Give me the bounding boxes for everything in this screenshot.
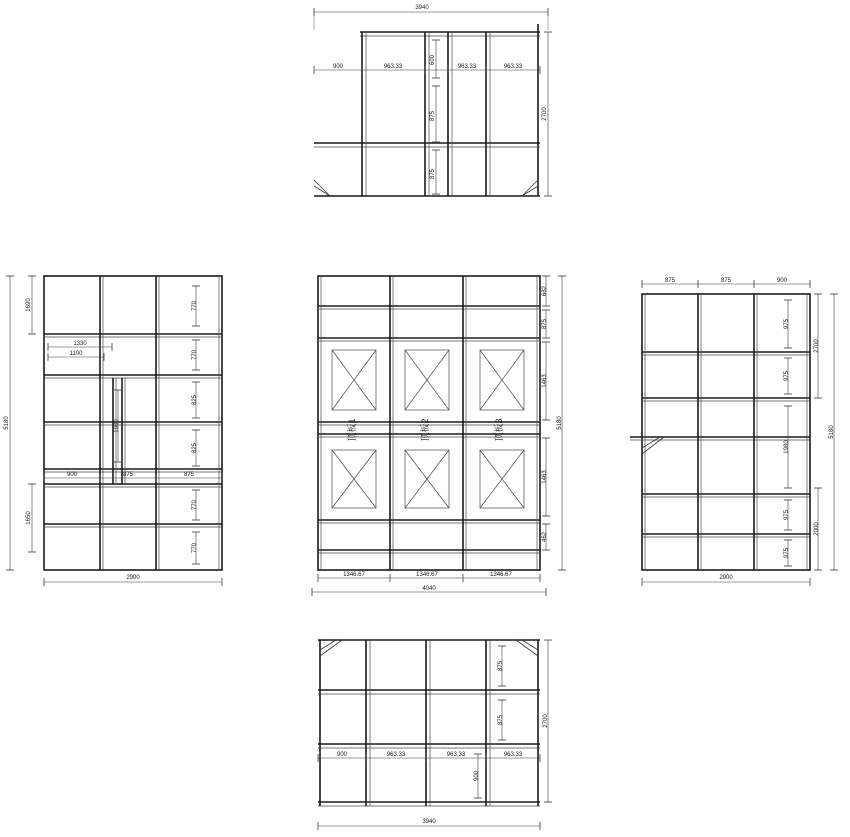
dim-label: 600 xyxy=(430,54,436,66)
front-elev-bracing-lower xyxy=(332,450,524,508)
panel-label-1: 顶板1 xyxy=(347,418,357,442)
right-elev-right-dims xyxy=(784,300,792,566)
top-plan-vertical-dims xyxy=(430,40,440,194)
right-elev-top-dims xyxy=(642,278,810,288)
dim-label: 1330 xyxy=(73,341,87,347)
dim-label: 5180 xyxy=(557,416,563,430)
front-elevation-view xyxy=(300,262,570,602)
dim-label: 900 xyxy=(332,64,344,70)
dim-label: 5180 xyxy=(829,425,835,439)
top-plan-bay-dims xyxy=(314,64,540,74)
dim-label: 875 xyxy=(542,318,548,330)
dim-label: 3940 xyxy=(422,819,436,825)
bottom-plan-overall-depth-dim xyxy=(543,640,552,802)
dim-label: 462 xyxy=(542,531,548,543)
dim-label: 963.33 xyxy=(446,752,466,758)
dim-label: 770 xyxy=(192,499,198,511)
dim-label: 1900 xyxy=(114,419,120,433)
left-elev-lower-bay-dims xyxy=(44,472,222,482)
dim-label: 1346.67 xyxy=(343,572,365,578)
left-elev-overall-width-dim xyxy=(44,575,222,586)
dim-label: 1980 xyxy=(784,440,790,454)
dim-label: 900 xyxy=(336,752,348,758)
dim-label: 1463 xyxy=(542,470,548,484)
dim-label: 875 xyxy=(430,110,436,122)
left-elev-lower-dim xyxy=(26,484,36,552)
dim-label: 1650 xyxy=(26,511,32,525)
dim-label: 875 xyxy=(664,278,676,284)
dim-label: 682 xyxy=(542,285,548,297)
dim-label: 825 xyxy=(192,394,198,406)
dim-label: 770 xyxy=(192,542,198,554)
front-elev-overall-height-dim xyxy=(557,276,566,570)
dim-label: 1346.67 xyxy=(490,572,512,578)
dim-label: 770 xyxy=(192,300,198,312)
left-elev-overall-height-dim xyxy=(4,276,14,570)
left-elevation-view xyxy=(0,262,240,592)
dim-label: 875 xyxy=(183,472,195,478)
dim-label: 875 xyxy=(430,168,436,180)
bottom-plan-overall-width-dim xyxy=(318,819,540,830)
dim-label: 900 xyxy=(66,472,78,478)
dim-label: 2900 xyxy=(126,575,140,581)
dim-label: 963.33 xyxy=(386,752,406,758)
front-elev-right-dims xyxy=(542,276,550,550)
top-plan-overall-width-dim xyxy=(314,5,548,30)
bottom-plan-frame xyxy=(318,640,540,806)
dim-label: 875 xyxy=(498,660,504,672)
top-plan-frame xyxy=(314,24,540,196)
dim-label: 2000 xyxy=(814,522,820,536)
dim-label: 975 xyxy=(784,509,790,521)
dim-label: 900 xyxy=(474,770,480,782)
dim-label: 2900 xyxy=(719,575,733,581)
dim-label: 963.33 xyxy=(457,64,477,70)
dim-label: 4040 xyxy=(422,586,436,592)
dim-label: 875 xyxy=(122,472,134,478)
dim-label: 975 xyxy=(784,370,790,382)
dim-label: 770 xyxy=(192,349,198,361)
dim-label: 5180 xyxy=(4,416,10,430)
dim-label: 2700 xyxy=(543,714,549,728)
bottom-plan-bay-dims xyxy=(318,752,540,762)
dim-label: 875 xyxy=(720,278,732,284)
dim-label: 1346.67 xyxy=(416,572,438,578)
dim-label: 1690 xyxy=(26,298,32,312)
dim-label: 1100 xyxy=(69,351,83,357)
front-elev-bay-dims xyxy=(318,572,540,582)
top-plan-overall-depth-dim xyxy=(542,32,552,196)
dim-label: 975 xyxy=(784,318,790,330)
right-elev-overall-width-dim xyxy=(642,575,810,586)
dim-label: 2700 xyxy=(542,107,548,121)
dim-label: 963.33 xyxy=(503,64,523,70)
left-elev-top-dim xyxy=(26,276,36,334)
left-elev-frame xyxy=(44,276,222,570)
dim-label: 2700 xyxy=(814,339,820,353)
right-elev-group-dims xyxy=(814,294,822,570)
front-elev-overall-width-dim xyxy=(312,586,546,596)
front-elev-bracing-upper xyxy=(332,350,524,410)
panel-label-3: 顶板3 xyxy=(494,418,504,442)
dim-label: 975 xyxy=(784,547,790,559)
dim-label: 963.33 xyxy=(383,64,403,70)
dim-label: 963.33 xyxy=(503,752,523,758)
right-elev-overall-height-dim xyxy=(829,294,838,570)
right-elev-frame xyxy=(630,294,810,570)
top-plan-overall-width-label: 3940 xyxy=(415,5,429,11)
dim-label: 900 xyxy=(776,278,788,284)
panel-label-2: 顶板2 xyxy=(420,418,430,442)
right-elevation-view xyxy=(620,262,850,592)
dim-label: 1463 xyxy=(542,374,548,388)
top-plan-view xyxy=(300,0,570,225)
dim-label: 875 xyxy=(498,714,504,726)
dim-label: 825 xyxy=(192,442,198,454)
bottom-plan-view xyxy=(300,630,570,835)
left-elev-inner-dims xyxy=(48,341,122,462)
